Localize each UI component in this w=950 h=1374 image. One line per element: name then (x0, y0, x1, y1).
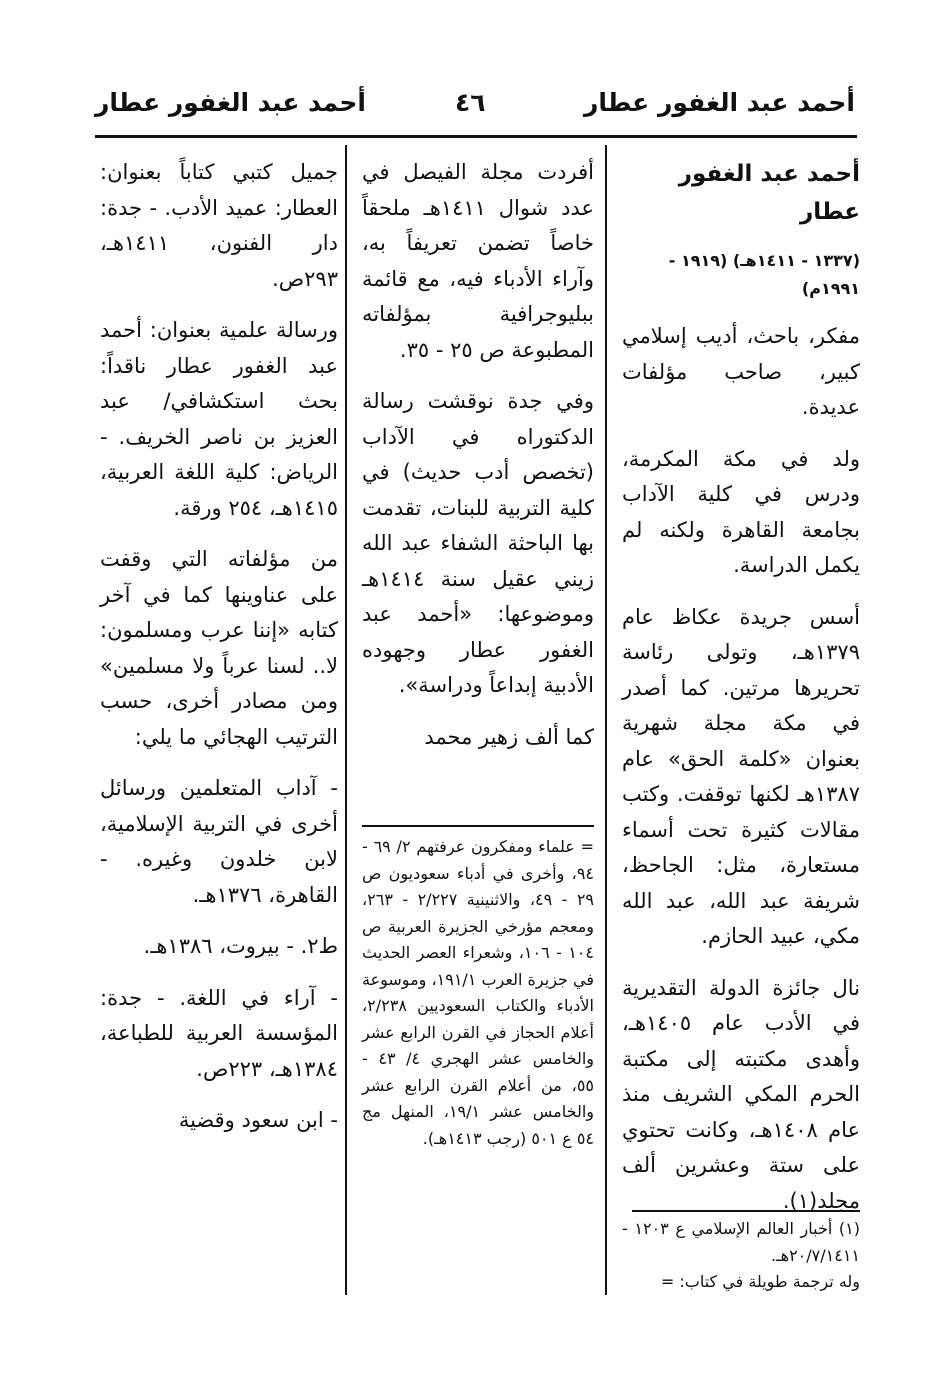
footnote-rule-right (632, 1210, 860, 1212)
paragraph: نال جائزة الدولة التقديرية في الأدب عام ١٤٠٥هـ، وأهدى مكتبته إلى مكتبة الحرم المكي الشريف منذ عام ١٤٠٨هـ، وكانت تحتوي على ستة وعشرين ألف مجلد(١). (622, 975, 860, 1213)
paragraph: من مؤلفاته التي وقفت على عناوينها كما في آخر كتابه «إننا عرب ومسلمون: لا.. لسنا عرباً ولا مسلمين» ومن مصادر أخرى، حسب الترتيب الهجائي ما يلي: (100, 547, 338, 749)
header-rule (95, 135, 857, 138)
paragraph: أسس جريدة عكاظ عام ١٣٧٩هـ، وتولى رئاسة تحريرها مرتين. كما أصدر في مكة مجلة شهرية بعنوان «كلمة الحق» عام ١٣٨٧هـ لكنها توقفت. وكتب مقالات كثيرة تحت أسماء مستعارة، مثل: الجاحظ، شريفة عبد الله، عبد الله مكي، عبيد الحازم. (622, 604, 860, 948)
footnote: = علماء ومفكرون عرفتهم ٢/ ٦٩ - ٩٤، وأخرى في أدباء سعوديون ص ٢٩ - ٤٩، والاثنينية ٢/٢٢٧ - ٢٦٣، ومعجم مؤرخي الجزيرة العربية ص ١٠٤ - ١٠٦، وشعراء العصر الحديث في جزيرة العرب ١٩١/١، وموسوعة الأدباء والكتاب السعوديين ٢/٢٣٨، أعلام الحجاز في القرن الرابع عشر والخامس عشر الهجري ٤/ ٤٣ - ٥٥، من أعلام القرن الرابع عشر والخامس عشر ١٩/١، المنهل مج ٥٤ ع ٥٠١ (رجب ١٤١٣هـ). (362, 837, 595, 1148)
column-divider-left (345, 145, 347, 1295)
running-title-right: أحمد عبد الغفور عطار (584, 88, 855, 117)
paragraph: مفكر، باحث، أديب إسلامي كبير، صاحب مؤلفات عديدة. (622, 324, 860, 419)
paragraph: ولد في مكة المكرمة، ودرس في كلية الآداب بجامعة القاهرة ولكنه لم يكمل الدراسة. (622, 446, 860, 577)
footnotes-right (622, 1216, 860, 1296)
paragraph: وفي جدة نوقشت رسالة الدكتوراه في الآداب (تخصص أدب حديث) في كلية التربية للبنات، تقدمت بها الباحثة الشفاء عبد الله زيني عقيل سنة ١٤١٤هـ وموضوعها: «أحمد عبد الغفور عطار وجهوده الأدبية إبداعاً ودراسة». (362, 389, 594, 697)
paragraph: - آداب المتعلمين ورسائل أخرى في التربية الإسلامية، لابن خلدون وغيره. - القاهرة، ١٣٧٦هـ. (100, 776, 338, 907)
entry-title: أحمد عبد الغفور عطار (678, 161, 860, 225)
entry-dates: (١٣٣٧ - ١٤١١هـ) (١٩١٩ - ١٩٩١م) (668, 251, 860, 298)
page-number: ٤٦ (455, 88, 486, 117)
paragraph: ط٢. - بيروت، ١٣٨٦هـ. (143, 934, 338, 958)
column-divider-right (605, 145, 607, 1295)
signature-line: كما ألف زهير محمد (424, 724, 594, 749)
paragraph: - آراء في اللغة. - جدة: المؤسسة العربية للطباعة، ١٣٨٤هـ، ٢٢٣ص. (100, 985, 338, 1081)
middle-column (362, 155, 594, 771)
paragraph: أفردت مجلة الفيصل في عدد شوال ١٤١١هـ ملحقاً خاصاً تضمن تعريفاً به، وآراء الأدباء فيه، مع قائمة ببليوجرافية بمؤلفاته المطبوعة ص ٢٥ - ٣٥. (362, 160, 594, 362)
paragraph: ورسالة علمية بعنوان: أحمد عبد الغفور عطار ناقداً: بحث استكشافي/ عبد العزيز بن ناصر الخريف. - الرياض: كلية اللغة العربية، ١٤١٥هـ، ٢٥٤ ورقة. (100, 318, 338, 520)
paragraph: - ابن سعود وقضية (178, 1108, 338, 1132)
paragraph: جميل كتبي كتاباً بعنوان: العطار: عميد الأدب. - جدة: دار الفنون، ١٤١١هـ، ٢٩٣ص. (100, 160, 338, 291)
left-column (100, 155, 338, 1139)
running-title-left: أحمد عبد الغفور عطار (95, 88, 366, 117)
footnotes-middle (362, 834, 594, 1152)
footnote: (١) أخبار العالم الإسلامي ع ١٢٠٣ - ٢٠/٧/١٤١١هـ. (622, 1219, 860, 1265)
footnote-rule-middle (362, 825, 594, 827)
right-column (622, 155, 860, 1235)
page-header (95, 88, 855, 132)
footnote: وله ترجمة طويلة في كتاب: = (660, 1272, 860, 1291)
